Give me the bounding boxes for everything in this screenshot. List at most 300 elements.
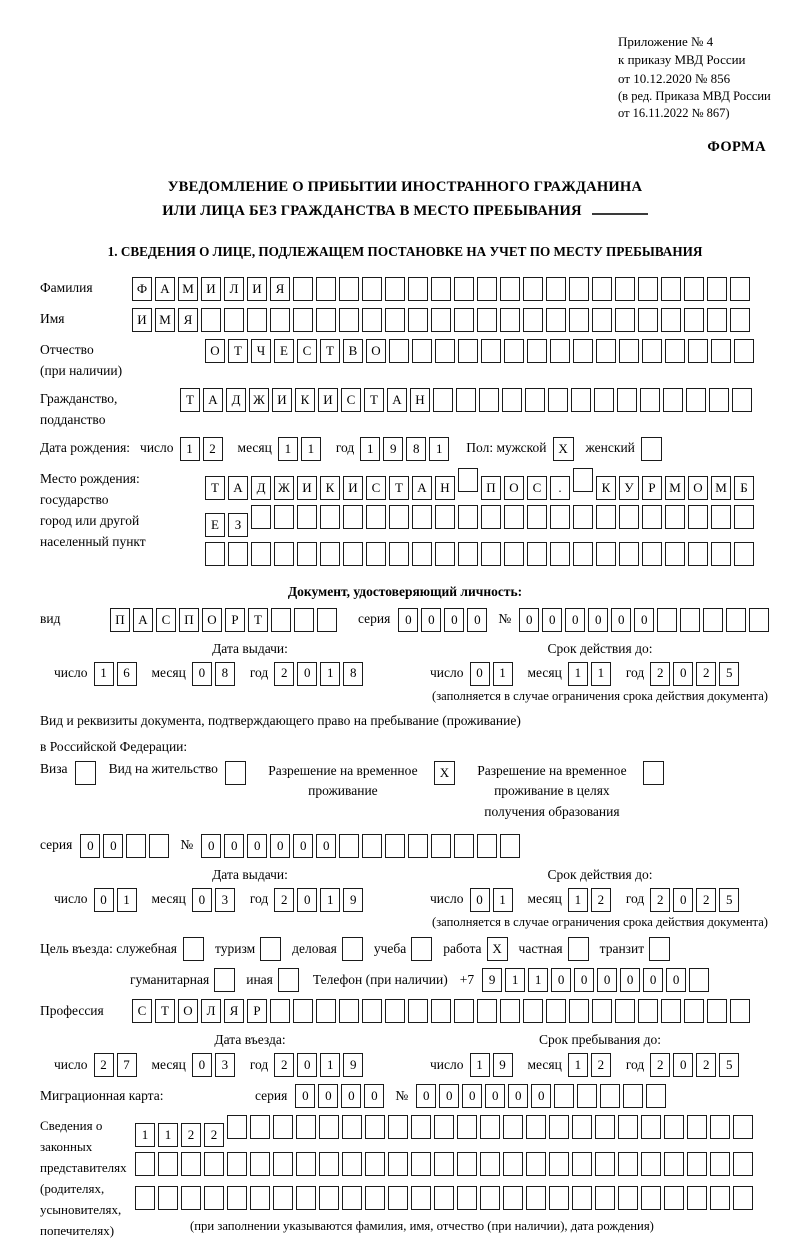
char-cell[interactable] [707, 277, 727, 301]
char-cell[interactable]: Н [410, 388, 430, 412]
char-cell[interactable] [457, 1152, 477, 1176]
char-cell[interactable]: С [527, 476, 547, 500]
char-cell[interactable] [477, 308, 497, 332]
char-cell[interactable] [641, 1152, 661, 1176]
char-cell[interactable]: 2 [650, 1053, 670, 1077]
char-cell[interactable]: 5 [719, 1053, 739, 1077]
char-cell[interactable]: Р [642, 476, 662, 500]
char-cell[interactable]: 1 [117, 888, 137, 912]
char-cell[interactable] [641, 1186, 661, 1210]
char-cell[interactable] [319, 1115, 339, 1139]
char-cell[interactable]: 9 [343, 1053, 363, 1077]
char-cell[interactable]: 2 [696, 888, 716, 912]
char-cell[interactable] [594, 388, 614, 412]
char-cell[interactable] [385, 834, 405, 858]
char-cell[interactable]: Т [155, 999, 175, 1023]
char-cell[interactable]: П [179, 608, 199, 632]
char-cell[interactable] [688, 542, 708, 566]
char-cell[interactable]: 0 [462, 1084, 482, 1108]
char-cell[interactable] [642, 339, 662, 363]
char-cell[interactable] [596, 542, 616, 566]
char-cell[interactable]: 1 [278, 437, 298, 461]
char-cell[interactable] [661, 999, 681, 1023]
char-cell[interactable]: 0 [519, 608, 539, 632]
char-cell[interactable]: Н [435, 476, 455, 500]
char-cell[interactable]: 1 [320, 888, 340, 912]
char-cell[interactable] [615, 277, 635, 301]
char-cell[interactable] [577, 1084, 597, 1108]
char-cell[interactable]: 0 [620, 968, 640, 992]
char-cell[interactable]: О [366, 339, 386, 363]
char-cell[interactable]: Т [320, 339, 340, 363]
char-cell[interactable] [550, 542, 570, 566]
char-cell[interactable]: 1 [568, 662, 588, 686]
char-cell[interactable] [270, 308, 290, 332]
char-cell[interactable] [250, 1152, 270, 1176]
char-cell[interactable]: 0 [224, 834, 244, 858]
char-cell[interactable] [408, 999, 428, 1023]
char-cell[interactable] [479, 388, 499, 412]
char-cell[interactable] [362, 834, 382, 858]
char-cell[interactable] [503, 1152, 523, 1176]
char-cell[interactable] [274, 542, 294, 566]
char-cell[interactable] [546, 308, 566, 332]
char-cell[interactable]: 3 [215, 1053, 235, 1077]
char-cell[interactable] [711, 505, 731, 529]
char-cell[interactable] [504, 339, 524, 363]
char-cell[interactable] [684, 277, 704, 301]
char-cell[interactable] [201, 308, 221, 332]
char-cell[interactable] [458, 542, 478, 566]
char-cell[interactable]: 1 [94, 662, 114, 686]
char-cell[interactable] [665, 339, 685, 363]
char-cell[interactable]: 0 [508, 1084, 528, 1108]
char-cell[interactable] [431, 308, 451, 332]
char-cell[interactable]: 2 [650, 662, 670, 686]
char-cell[interactable] [687, 1152, 707, 1176]
char-cell[interactable] [149, 834, 169, 858]
char-cell[interactable] [592, 308, 612, 332]
char-cell[interactable] [251, 505, 271, 529]
char-cell[interactable] [503, 1115, 523, 1139]
char-cell[interactable]: 0 [398, 608, 418, 632]
char-cell[interactable] [434, 1152, 454, 1176]
char-cell[interactable]: 1 [320, 1053, 340, 1077]
char-cell[interactable]: М [178, 277, 198, 301]
char-cell[interactable] [546, 277, 566, 301]
char-cell[interactable] [640, 388, 660, 412]
char-cell[interactable] [684, 999, 704, 1023]
char-cell[interactable] [680, 608, 700, 632]
char-cell[interactable] [181, 1186, 201, 1210]
char-cell[interactable]: Д [251, 476, 271, 500]
char-cell[interactable] [733, 1115, 753, 1139]
char-cell[interactable] [435, 505, 455, 529]
char-cell[interactable]: А [203, 388, 223, 412]
char-cell[interactable]: 0 [551, 968, 571, 992]
char-cell[interactable]: 2 [274, 888, 294, 912]
char-cell[interactable] [523, 999, 543, 1023]
char-cell[interactable] [477, 834, 497, 858]
char-cell[interactable] [273, 1186, 293, 1210]
char-cell[interactable]: 0 [201, 834, 221, 858]
option-checkbox[interactable] [342, 937, 363, 961]
char-cell[interactable]: 2 [94, 1053, 114, 1077]
char-cell[interactable]: 0 [673, 1053, 693, 1077]
char-cell[interactable] [362, 308, 382, 332]
char-cell[interactable]: 2 [204, 1123, 224, 1147]
char-cell[interactable] [596, 505, 616, 529]
char-cell[interactable]: Т [228, 339, 248, 363]
char-cell[interactable] [457, 1186, 477, 1210]
char-cell[interactable] [274, 505, 294, 529]
char-cell[interactable]: А [155, 277, 175, 301]
char-cell[interactable] [389, 339, 409, 363]
purpose-official-checkbox[interactable] [183, 937, 204, 961]
char-cell[interactable] [710, 1115, 730, 1139]
char-cell[interactable] [454, 834, 474, 858]
char-cell[interactable]: Т [364, 388, 384, 412]
char-cell[interactable]: Ж [249, 388, 269, 412]
char-cell[interactable] [297, 542, 317, 566]
char-cell[interactable]: 0 [295, 1084, 315, 1108]
char-cell[interactable] [320, 542, 340, 566]
char-cell[interactable] [342, 1115, 362, 1139]
char-cell[interactable]: 0 [318, 1084, 338, 1108]
char-cell[interactable] [623, 1084, 643, 1108]
char-cell[interactable]: 2 [274, 662, 294, 686]
char-cell[interactable] [458, 505, 478, 529]
char-cell[interactable]: 5 [719, 662, 739, 686]
char-cell[interactable]: 0 [192, 888, 212, 912]
char-cell[interactable] [500, 999, 520, 1023]
char-cell[interactable]: 9 [482, 968, 502, 992]
char-cell[interactable] [573, 542, 593, 566]
char-cell[interactable] [293, 999, 313, 1023]
char-cell[interactable] [271, 608, 291, 632]
char-cell[interactable] [408, 308, 428, 332]
char-cell[interactable] [388, 1186, 408, 1210]
option-checkbox[interactable] [278, 968, 299, 992]
char-cell[interactable]: 2 [181, 1123, 201, 1147]
char-cell[interactable] [525, 388, 545, 412]
char-cell[interactable] [296, 1152, 316, 1176]
char-cell[interactable]: 0 [673, 888, 693, 912]
char-cell[interactable]: О [205, 339, 225, 363]
char-cell[interactable] [411, 1152, 431, 1176]
option-checkbox[interactable] [568, 937, 589, 961]
char-cell[interactable] [550, 339, 570, 363]
char-cell[interactable] [342, 1152, 362, 1176]
char-cell[interactable] [296, 1115, 316, 1139]
char-cell[interactable] [503, 1186, 523, 1210]
char-cell[interactable] [270, 999, 290, 1023]
char-cell[interactable] [477, 277, 497, 301]
char-cell[interactable]: 0 [565, 608, 585, 632]
char-cell[interactable]: Ф [132, 277, 152, 301]
char-cell[interactable] [523, 277, 543, 301]
char-cell[interactable] [572, 1152, 592, 1176]
sex-female-checkbox[interactable] [641, 437, 662, 461]
char-cell[interactable]: И [318, 388, 338, 412]
char-cell[interactable] [615, 999, 635, 1023]
char-cell[interactable]: И [201, 277, 221, 301]
char-cell[interactable] [618, 1152, 638, 1176]
char-cell[interactable]: 1 [301, 437, 321, 461]
char-cell[interactable]: 0 [103, 834, 123, 858]
char-cell[interactable] [686, 388, 706, 412]
char-cell[interactable]: Я [270, 277, 290, 301]
char-cell[interactable] [707, 308, 727, 332]
char-cell[interactable] [320, 505, 340, 529]
char-cell[interactable] [526, 1115, 546, 1139]
char-cell[interactable] [273, 1115, 293, 1139]
char-cell[interactable]: Е [205, 513, 225, 537]
char-cell[interactable]: 0 [94, 888, 114, 912]
char-cell[interactable] [224, 308, 244, 332]
char-cell[interactable] [366, 505, 386, 529]
char-cell[interactable] [642, 542, 662, 566]
char-cell[interactable] [458, 468, 478, 492]
char-cell[interactable]: С [366, 476, 386, 500]
char-cell[interactable] [595, 1115, 615, 1139]
char-cell[interactable] [319, 1186, 339, 1210]
char-cell[interactable] [227, 1186, 247, 1210]
char-cell[interactable] [638, 277, 658, 301]
char-cell[interactable] [572, 1115, 592, 1139]
char-cell[interactable] [158, 1186, 178, 1210]
char-cell[interactable] [730, 308, 750, 332]
char-cell[interactable] [500, 308, 520, 332]
char-cell[interactable]: 0 [293, 834, 313, 858]
char-cell[interactable]: 0 [467, 608, 487, 632]
char-cell[interactable]: 0 [247, 834, 267, 858]
char-cell[interactable] [641, 1115, 661, 1139]
char-cell[interactable]: О [178, 999, 198, 1023]
char-cell[interactable] [569, 999, 589, 1023]
char-cell[interactable] [434, 1186, 454, 1210]
char-cell[interactable]: М [711, 476, 731, 500]
char-cell[interactable] [642, 505, 662, 529]
option-checkbox[interactable] [649, 937, 670, 961]
char-cell[interactable] [158, 1152, 178, 1176]
char-cell[interactable] [595, 1186, 615, 1210]
char-cell[interactable] [481, 339, 501, 363]
char-cell[interactable] [435, 339, 455, 363]
option-checkbox[interactable]: X [487, 937, 508, 961]
char-cell[interactable]: 0 [574, 968, 594, 992]
char-cell[interactable]: Л [201, 999, 221, 1023]
char-cell[interactable] [527, 505, 547, 529]
char-cell[interactable] [389, 542, 409, 566]
char-cell[interactable] [362, 999, 382, 1023]
char-cell[interactable] [749, 608, 769, 632]
option-checkbox[interactable] [260, 937, 281, 961]
char-cell[interactable] [339, 277, 359, 301]
char-cell[interactable] [730, 277, 750, 301]
char-cell[interactable] [595, 1152, 615, 1176]
char-cell[interactable]: Д [226, 388, 246, 412]
char-cell[interactable] [366, 542, 386, 566]
char-cell[interactable]: Р [225, 608, 245, 632]
char-cell[interactable] [388, 1152, 408, 1176]
char-cell[interactable]: 0 [444, 608, 464, 632]
char-cell[interactable] [504, 505, 524, 529]
char-cell[interactable]: Т [389, 476, 409, 500]
char-cell[interactable]: 7 [117, 1053, 137, 1077]
char-cell[interactable]: 1 [591, 662, 611, 686]
char-cell[interactable]: 0 [634, 608, 654, 632]
char-cell[interactable] [250, 1115, 270, 1139]
char-cell[interactable]: 0 [643, 968, 663, 992]
char-cell[interactable]: 1 [180, 437, 200, 461]
char-cell[interactable]: К [320, 476, 340, 500]
char-cell[interactable]: 0 [588, 608, 608, 632]
char-cell[interactable] [458, 339, 478, 363]
char-cell[interactable] [548, 388, 568, 412]
char-cell[interactable] [480, 1115, 500, 1139]
char-cell[interactable] [339, 308, 359, 332]
char-cell[interactable]: О [202, 608, 222, 632]
char-cell[interactable] [204, 1186, 224, 1210]
char-cell[interactable] [684, 308, 704, 332]
char-cell[interactable]: 0 [80, 834, 100, 858]
char-cell[interactable] [549, 1152, 569, 1176]
char-cell[interactable]: И [132, 308, 152, 332]
char-cell[interactable]: 9 [493, 1053, 513, 1077]
char-cell[interactable] [527, 542, 547, 566]
char-cell[interactable] [571, 388, 591, 412]
char-cell[interactable]: О [504, 476, 524, 500]
char-cell[interactable] [573, 505, 593, 529]
char-cell[interactable]: А [133, 608, 153, 632]
char-cell[interactable]: 0 [270, 834, 290, 858]
char-cell[interactable] [273, 1152, 293, 1176]
char-cell[interactable] [412, 542, 432, 566]
char-cell[interactable] [665, 505, 685, 529]
char-cell[interactable]: . [550, 476, 570, 500]
char-cell[interactable]: М [155, 308, 175, 332]
char-cell[interactable]: 9 [383, 437, 403, 461]
char-cell[interactable]: 0 [470, 888, 490, 912]
char-cell[interactable]: 6 [117, 662, 137, 686]
char-cell[interactable] [431, 834, 451, 858]
char-cell[interactable]: Я [178, 308, 198, 332]
char-cell[interactable]: 0 [597, 968, 617, 992]
char-cell[interactable]: Я [224, 999, 244, 1023]
char-cell[interactable] [388, 1115, 408, 1139]
char-cell[interactable] [434, 1115, 454, 1139]
char-cell[interactable] [592, 277, 612, 301]
char-cell[interactable] [726, 608, 746, 632]
char-cell[interactable] [646, 1084, 666, 1108]
char-cell[interactable]: 1 [320, 662, 340, 686]
char-cell[interactable] [480, 1186, 500, 1210]
char-cell[interactable] [454, 277, 474, 301]
char-cell[interactable] [711, 339, 731, 363]
option-checkbox[interactable] [214, 968, 235, 992]
char-cell[interactable]: Т [248, 608, 268, 632]
char-cell[interactable]: 0 [470, 662, 490, 686]
char-cell[interactable] [294, 608, 314, 632]
char-cell[interactable] [365, 1152, 385, 1176]
char-cell[interactable]: 2 [203, 437, 223, 461]
char-cell[interactable] [135, 1152, 155, 1176]
char-cell[interactable]: 0 [439, 1084, 459, 1108]
char-cell[interactable] [227, 1115, 247, 1139]
char-cell[interactable]: 0 [297, 888, 317, 912]
char-cell[interactable] [247, 308, 267, 332]
char-cell[interactable] [657, 608, 677, 632]
char-cell[interactable] [435, 542, 455, 566]
char-cell[interactable]: И [297, 476, 317, 500]
char-cell[interactable]: 0 [192, 662, 212, 686]
char-cell[interactable]: С [297, 339, 317, 363]
char-cell[interactable]: 1 [158, 1123, 178, 1147]
char-cell[interactable] [549, 1115, 569, 1139]
char-cell[interactable] [339, 834, 359, 858]
char-cell[interactable] [569, 308, 589, 332]
char-cell[interactable]: З [228, 513, 248, 537]
char-cell[interactable]: А [228, 476, 248, 500]
char-cell[interactable]: А [412, 476, 432, 500]
char-cell[interactable] [703, 608, 723, 632]
char-cell[interactable] [454, 999, 474, 1023]
char-cell[interactable] [554, 1084, 574, 1108]
char-cell[interactable] [734, 505, 754, 529]
char-cell[interactable] [431, 999, 451, 1023]
char-cell[interactable] [316, 277, 336, 301]
char-cell[interactable]: П [481, 476, 501, 500]
char-cell[interactable]: 0 [421, 608, 441, 632]
char-cell[interactable] [362, 277, 382, 301]
char-cell[interactable]: 0 [485, 1084, 505, 1108]
char-cell[interactable] [204, 1152, 224, 1176]
char-cell[interactable]: 1 [429, 437, 449, 461]
char-cell[interactable] [709, 388, 729, 412]
char-cell[interactable]: 1 [135, 1123, 155, 1147]
char-cell[interactable] [688, 339, 708, 363]
char-cell[interactable] [734, 542, 754, 566]
char-cell[interactable]: У [619, 476, 639, 500]
char-cell[interactable] [431, 277, 451, 301]
char-cell[interactable]: 9 [343, 888, 363, 912]
char-cell[interactable] [707, 999, 727, 1023]
char-cell[interactable] [343, 505, 363, 529]
char-cell[interactable] [618, 1115, 638, 1139]
char-cell[interactable]: 0 [364, 1084, 384, 1108]
char-cell[interactable] [339, 999, 359, 1023]
char-cell[interactable]: Т [180, 388, 200, 412]
char-cell[interactable]: 2 [274, 1053, 294, 1077]
char-cell[interactable] [408, 277, 428, 301]
char-cell[interactable] [733, 1186, 753, 1210]
char-cell[interactable]: 1 [568, 1053, 588, 1077]
char-cell[interactable]: 0 [416, 1084, 436, 1108]
char-cell[interactable]: 2 [696, 1053, 716, 1077]
char-cell[interactable] [481, 505, 501, 529]
char-cell[interactable] [638, 308, 658, 332]
char-cell[interactable]: И [247, 277, 267, 301]
char-cell[interactable]: С [132, 999, 152, 1023]
char-cell[interactable]: 0 [297, 1053, 317, 1077]
char-cell[interactable]: 0 [341, 1084, 361, 1108]
char-cell[interactable]: С [156, 608, 176, 632]
char-cell[interactable] [480, 1152, 500, 1176]
char-cell[interactable] [385, 277, 405, 301]
char-cell[interactable] [293, 277, 313, 301]
char-cell[interactable]: 2 [591, 888, 611, 912]
